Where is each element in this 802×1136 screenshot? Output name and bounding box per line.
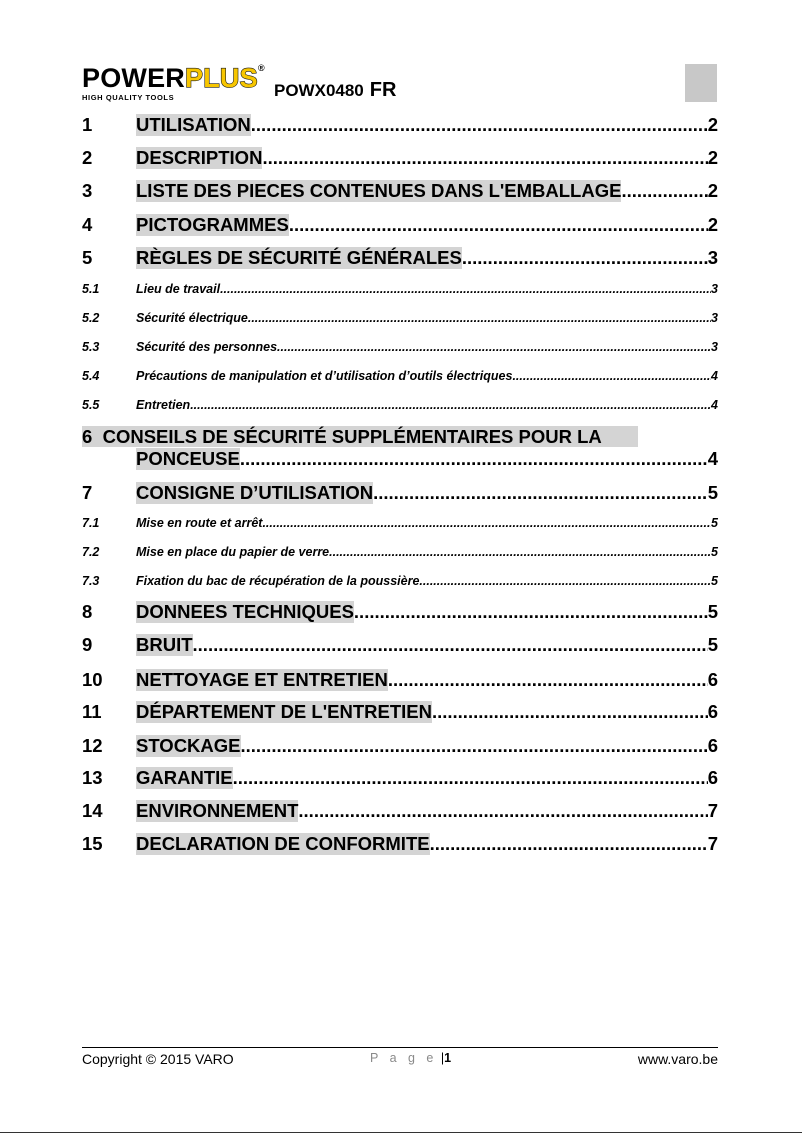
- toc-page: 5: [707, 634, 718, 655]
- toc-subentry[interactable]: [82, 310, 718, 326]
- toc-page: 7: [707, 800, 718, 821]
- toc-number: 6: [82, 426, 93, 447]
- toc-page: 5: [711, 516, 718, 530]
- toc-page: 3: [711, 282, 718, 296]
- toc-page: 4: [707, 448, 718, 469]
- toc-page: 3: [707, 247, 718, 268]
- toc-title: NETTOYAGE ET ENTRETIEN: [136, 669, 388, 690]
- page-number: 1: [444, 1051, 452, 1065]
- toc-leader: [419, 573, 711, 589]
- logo-brand-black: POWER: [82, 63, 186, 93]
- toc-number: 15: [82, 833, 103, 854]
- toc-page: 6: [707, 767, 718, 788]
- toc-number: 5.4: [82, 369, 100, 383]
- toc-entry[interactable]: [82, 701, 718, 723]
- toc-number: 7.1: [82, 516, 100, 530]
- toc-entry[interactable]: [82, 147, 718, 169]
- toc-leader: [248, 310, 711, 326]
- model-label: [274, 79, 396, 102]
- footer-website-link[interactable]: www.varo.be: [637, 1051, 718, 1067]
- toc-leader: [240, 448, 708, 470]
- toc-entry[interactable]: [82, 482, 718, 504]
- toc-page: 3: [711, 340, 718, 354]
- toc-number: 5.5: [82, 398, 100, 412]
- toc-title: Mise en place du papier de verre: [136, 545, 330, 559]
- toc-page: 2: [707, 214, 718, 235]
- toc-page: 2: [707, 180, 718, 201]
- toc-entry[interactable]: [82, 735, 718, 757]
- page-bottom-divider: [0, 1132, 802, 1133]
- toc-title: DECLARATION DE CONFORMITE: [136, 833, 430, 854]
- toc-number: 12: [82, 735, 103, 756]
- toc-subentry[interactable]: [82, 368, 718, 384]
- toc-subentry[interactable]: [82, 281, 718, 297]
- toc-page: 5: [707, 601, 718, 622]
- toc-page: 5: [711, 545, 718, 559]
- toc-page: 2: [707, 114, 718, 135]
- toc-leader: [277, 339, 711, 355]
- toc-page: 6: [707, 735, 718, 756]
- toc-subentry[interactable]: [82, 397, 718, 413]
- toc-number: 9: [82, 634, 93, 655]
- toc-subentry[interactable]: [82, 544, 718, 560]
- toc-leader: [462, 247, 708, 269]
- toc-leader: [430, 833, 708, 855]
- toc-number: 5: [82, 247, 93, 268]
- page-separator: |: [440, 1051, 445, 1065]
- header-grey-box: [685, 64, 717, 102]
- toc-leader: [262, 147, 707, 169]
- toc-entry[interactable]: [82, 114, 718, 136]
- toc-page: 5: [711, 574, 718, 588]
- toc-title: CONSIGNE D’UTILISATION: [136, 482, 374, 503]
- toc-title: Sécurité des personnes: [136, 340, 278, 354]
- toc-page: 6: [707, 701, 718, 722]
- language-code: FR: [369, 79, 397, 101]
- toc-title: CONSEILS DE SÉCURITÉ SUPPLÉMENTAIRES POUR LA: [102, 426, 602, 447]
- toc-subentry[interactable]: [82, 339, 718, 355]
- toc-leader: [241, 735, 708, 757]
- toc-number: 7.2: [82, 545, 100, 559]
- toc-entry[interactable]: [82, 214, 718, 236]
- toc-number: 3: [82, 180, 93, 201]
- toc-leader: [621, 180, 707, 202]
- toc-leader: [432, 701, 708, 723]
- toc-entry[interactable]: [82, 426, 718, 470]
- toc-title: Précautions de manipulation et d’utilisation d’outils électriques: [136, 369, 513, 383]
- toc-number: 7: [82, 482, 93, 503]
- toc-title: GARANTIE: [136, 767, 233, 788]
- toc-leader: [329, 544, 711, 560]
- toc-entry[interactable]: [82, 601, 718, 623]
- footer-page-indicator: [370, 1051, 451, 1065]
- toc-leader: [233, 767, 708, 789]
- toc-leader: [262, 515, 711, 531]
- toc-title: DÉPARTEMENT DE L'ENTRETIEN: [136, 701, 432, 722]
- toc-page: 7: [707, 833, 718, 854]
- powerplus-logo: [82, 63, 272, 102]
- toc-title: Sécurité électrique: [136, 311, 248, 325]
- toc-number: 10: [82, 669, 103, 690]
- toc-subentry[interactable]: [82, 573, 718, 589]
- toc-page: 4: [711, 369, 718, 383]
- toc-title: Mise en route et arrêt: [136, 516, 263, 530]
- toc-number: 5.2: [82, 311, 100, 325]
- toc-leader: [388, 669, 708, 691]
- toc-number: 7.3: [82, 574, 100, 588]
- toc-leader: [298, 800, 707, 822]
- toc-entry[interactable]: [82, 247, 718, 269]
- toc-page: 3: [711, 311, 718, 325]
- toc-page: 6: [707, 669, 718, 690]
- toc-subentry[interactable]: [82, 515, 718, 531]
- toc-title: DESCRIPTION: [136, 147, 263, 168]
- toc-leader: [251, 114, 708, 136]
- toc-page: 2: [707, 147, 718, 168]
- toc-entry[interactable]: [82, 669, 718, 691]
- toc-leader: [373, 482, 708, 504]
- toc-title: ENVIRONNEMENT: [136, 800, 299, 821]
- toc-number: 4: [82, 214, 93, 235]
- toc-title-continued: PONCEUSE: [136, 448, 240, 469]
- toc-title: RÈGLES DE SÉCURITÉ GÉNÉRALES: [136, 247, 462, 268]
- toc-title: LISTE DES PIECES CONTENUES DANS L'EMBALLAGE: [136, 180, 622, 201]
- footer-divider: [82, 1047, 718, 1048]
- toc-title: BRUIT: [136, 634, 193, 655]
- toc-entry[interactable]: [82, 833, 718, 855]
- logo-wordmark: [82, 63, 272, 93]
- toc-leader: [193, 634, 708, 656]
- toc-title: UTILISATION: [136, 114, 251, 135]
- toc-number: 11: [82, 701, 102, 722]
- toc-leader: [190, 397, 711, 413]
- toc-leader: [289, 214, 708, 236]
- logo-registered-mark: ®: [258, 63, 265, 73]
- toc-number: 2: [82, 147, 93, 168]
- toc-title: Lieu de travail: [136, 282, 221, 296]
- toc-title: PICTOGRAMMES: [136, 214, 289, 235]
- toc-page: 4: [711, 398, 718, 412]
- toc-entry[interactable]: [82, 800, 718, 822]
- toc-number: 13: [82, 767, 103, 788]
- toc-entry[interactable]: [82, 180, 718, 202]
- toc-leader: [220, 281, 711, 297]
- toc-entry[interactable]: [82, 634, 718, 656]
- toc-number: 5.1: [82, 282, 100, 296]
- footer-copyright: Copyright © 2015 VARO: [82, 1051, 234, 1067]
- toc-entry[interactable]: [82, 767, 718, 789]
- toc-leader: [354, 601, 708, 623]
- page-word: P a g e: [370, 1051, 438, 1065]
- toc-title: DONNEES TECHNIQUES: [136, 601, 354, 622]
- toc-number: 5.3: [82, 340, 100, 354]
- logo-tagline: HIGH QUALITY TOOLS: [82, 93, 175, 102]
- toc-number: 14: [82, 800, 103, 821]
- toc-leader: [512, 368, 711, 384]
- toc-number: 8: [82, 601, 93, 622]
- model-code: POWX0480: [274, 81, 364, 100]
- logo-brand-yellow: PLUS: [185, 63, 258, 93]
- toc-page: 5: [707, 482, 718, 503]
- toc-title: STOCKAGE: [136, 735, 241, 756]
- toc-number: 1: [82, 114, 93, 135]
- toc-title: Entretien: [136, 398, 191, 412]
- toc-title: Fixation du bac de récupération de la poussière: [136, 574, 420, 588]
